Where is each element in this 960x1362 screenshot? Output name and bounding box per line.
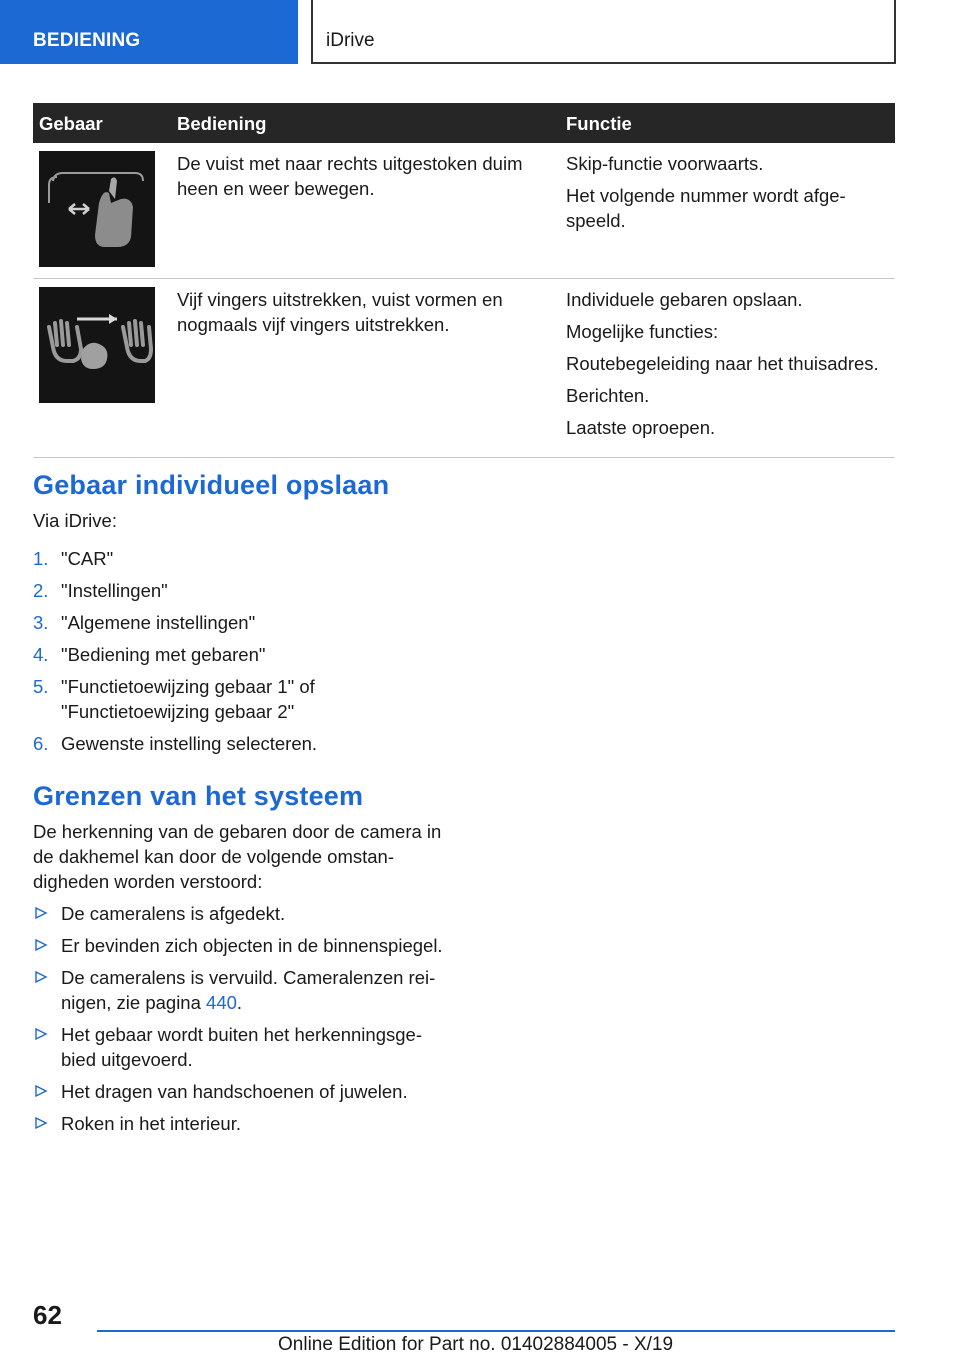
step-text: "CAR"	[61, 548, 114, 569]
triangle-bullet-icon	[33, 1115, 49, 1131]
list-item	[33, 965, 443, 1015]
function-line: Laatste oproepen.	[566, 417, 716, 438]
list-item	[33, 546, 443, 571]
function-line: Mogelijke functies:	[566, 321, 719, 342]
function-line: Het volgende nummer wordt afgespeeld.	[566, 185, 846, 231]
list-item	[33, 933, 443, 958]
list-item	[33, 731, 443, 756]
list-item	[33, 1079, 443, 1104]
step-text: "Functietoewijzing gebaar 1" of "Functietoewijzing gebaar 2"	[61, 676, 315, 722]
list-item	[33, 578, 443, 603]
triangle-bullet-icon	[33, 1026, 49, 1042]
gesture-image-cell	[33, 143, 169, 279]
function-cell	[558, 143, 895, 279]
triangle-bullet-icon	[33, 969, 49, 985]
operation-cell: De vuist met naar rechts uitgestoken duim heen en weer bewegen.	[169, 143, 558, 279]
triangle-bullet-icon	[33, 905, 49, 921]
footer-edition: Online Edition for Part no. 01402884005 - X/19	[278, 1334, 674, 1355]
gesture-image-cell	[33, 279, 169, 458]
bullet-text: Roken in het interieur.	[61, 1113, 241, 1134]
bullet-text: De cameralens is vervuild. Cameralenzen reinigen, zie pagina	[61, 967, 436, 1013]
list-item	[33, 1111, 443, 1136]
step-number: 1.	[33, 548, 49, 569]
list-item	[33, 674, 443, 724]
step-number: 2.	[33, 580, 49, 601]
triangle-bullet-icon	[33, 1083, 49, 1099]
list-item	[33, 642, 443, 667]
function-line: Routebegeleiding naar het thuisadres.	[566, 353, 879, 374]
gesture-table	[33, 103, 895, 458]
step-text: "Bediening met gebaren"	[61, 644, 266, 665]
list-item	[33, 901, 443, 926]
section-title-gebaar-opslaan: Gebaar individueel opslaan	[33, 470, 390, 500]
section-intro: Via iDrive:	[33, 510, 117, 531]
step-text: "Algemene instellingen"	[61, 612, 256, 633]
step-number: 4.	[33, 644, 49, 665]
function-line: Individuele gebaren opslaan.	[566, 289, 803, 310]
bullet-text: Er bevinden zich objecten in de binnenspiegel.	[61, 935, 443, 956]
bullet-text-end: .	[236, 992, 243, 1013]
bullet-text: De cameralens is afgedekt.	[61, 903, 286, 924]
page-number: 62	[33, 1300, 62, 1330]
table-header-row	[33, 103, 895, 143]
operation-cell: Vijf vingers uitstrekken, vuist vormen en nogmaals vijf vingers uitstrekken.	[169, 279, 558, 458]
list-item	[33, 610, 443, 635]
bullet-text: Het dragen van handschoenen of juwelen.	[61, 1081, 408, 1102]
column-header-functie: Functie	[558, 103, 895, 143]
fist-thumb-swipe-illustration	[39, 151, 155, 267]
function-line: Skip-functie voorwaarts.	[566, 153, 764, 174]
bullet-text: Het gebaar wordt buiten het herkenningsgebied uitgevoerd.	[61, 1024, 422, 1070]
triangle-bullet-icon	[33, 937, 49, 953]
table-row	[33, 143, 895, 279]
section-tab: BEDIENING	[0, 0, 298, 64]
step-number: 5.	[33, 676, 49, 697]
bullet-list	[33, 901, 443, 1143]
section-title-grenzen: Grenzen van het systeem	[33, 781, 364, 811]
step-number: 6.	[33, 733, 49, 754]
step-list	[33, 546, 443, 763]
footer-divider	[97, 1330, 895, 1332]
column-header-gebaar: Gebaar	[33, 103, 169, 143]
step-number: 3.	[33, 612, 49, 633]
column-header-bediening: Bediening	[169, 103, 558, 143]
section-intro: De herkenning van de gebaren door de camera in de dakhemel kan door de volgende omstandigheden worden verstoord:	[33, 821, 442, 892]
function-cell	[558, 279, 895, 458]
list-item	[33, 1022, 443, 1072]
function-line: Berichten.	[566, 385, 650, 406]
step-text: Gewenste instelling selecteren.	[61, 733, 318, 754]
step-text: "Instellingen"	[61, 580, 168, 601]
table-row	[33, 279, 895, 458]
chapter-title: iDrive	[311, 0, 896, 64]
page-reference-link[interactable]: 440	[206, 992, 237, 1013]
open-fist-open-hand-illustration	[39, 287, 155, 403]
